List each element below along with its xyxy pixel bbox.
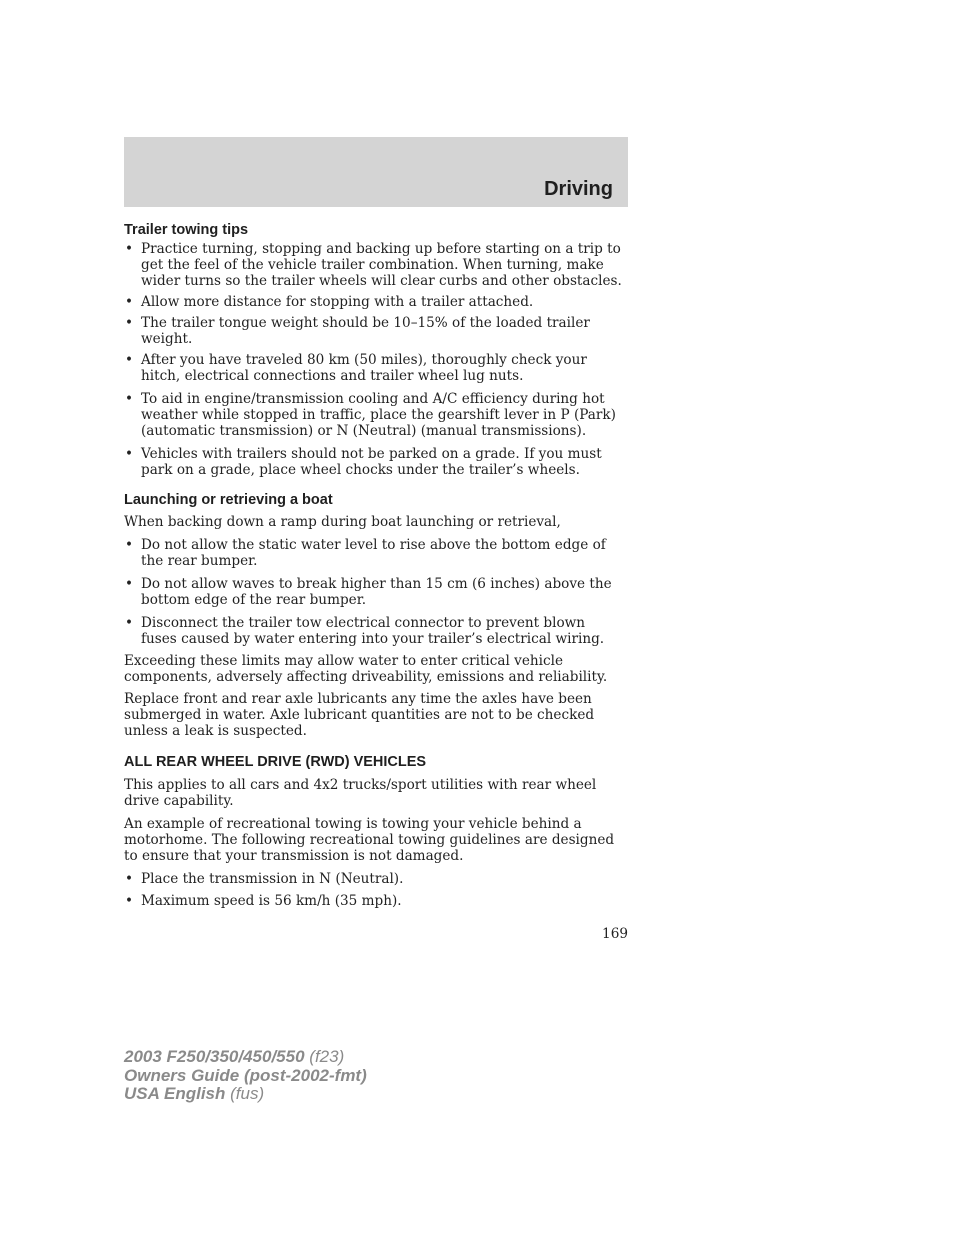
rwd-heading: ALL REAR WHEEL DRIVE (RWD) VEHICLES xyxy=(124,754,427,770)
footer-guide: Owners Guide (post-2002-fmt) xyxy=(124,1065,367,1085)
list-item: • Maximum speed is 56 km/h (35 mph). xyxy=(124,893,624,909)
footer-line-model xyxy=(124,1048,367,1067)
document-footer xyxy=(124,1048,367,1104)
footer-language: USA English xyxy=(124,1084,226,1103)
rwd-applies-paragraph: This applies to all cars and 4x2 trucks/sport utilities with rear wheel drive capability. xyxy=(124,777,597,809)
list-item: • Place the transmission in N (Neutral). xyxy=(124,871,624,887)
boat-heading: Launching or retrieving a boat xyxy=(124,492,333,508)
list-item: • Allow more distance for stopping with a trailer attached. xyxy=(124,294,624,310)
boat-limits-paragraph: Exceeding these limits may allow water to enter critical vehicle components, adversely affecting driveability, emissions and reliability. xyxy=(124,653,608,685)
boat-intro: When backing down a ramp during boat launching or retrieval, xyxy=(124,514,561,530)
list-item: • After you have traveled 80 km (50 miles), thoroughly check your hitch, electrical connections and trailer wheel lug nuts. xyxy=(124,352,624,384)
footer-line-language xyxy=(124,1085,367,1104)
rwd-example-paragraph: An example of recreational towing is towing your vehicle behind a motorhome. The following recreational towing guidelines are designed to ensure that your transmission is not damaged. xyxy=(124,816,615,864)
list-item: • The trailer tongue weight should be 10–15% of the loaded trailer weight. xyxy=(124,315,624,347)
footer-language-code: (fus) xyxy=(230,1084,265,1103)
boat-axle-paragraph: Replace front and rear axle lubricants any time the axles have been submerged in water. Axle lubricant quantities are not to be checked unless a leak is suspected. xyxy=(124,691,595,739)
trailer-tips-list xyxy=(124,241,624,478)
section-header-band xyxy=(124,137,628,207)
page-number: 169 xyxy=(602,926,628,942)
list-item: • Do not allow waves to break higher than 15 cm (6 inches) above the bottom edge of the rear bumper. xyxy=(124,576,624,608)
section-title: Driving xyxy=(544,178,613,200)
trailer-tips-heading: Trailer towing tips xyxy=(124,222,249,238)
list-item: • Practice turning, stopping and backing up before starting on a trip to get the feel of the vehicle trailer combination. When turning, make wider turns so the trailer wheels will clear curbs and other obstacles. xyxy=(124,241,624,289)
list-item: • Disconnect the trailer tow electrical connector to prevent blown fuses caused by water entering into your trailer’s electrical wiring. xyxy=(124,615,624,647)
rwd-list xyxy=(124,871,624,909)
list-item: • To aid in engine/transmission cooling and A/C efficiency during hot weather while stopped in traffic, place the gearshift lever in P (Park) (automatic transmission) or N (Neutral) (manual transmissions). xyxy=(124,391,624,439)
footer-model: 2003 F250/350/450/550 xyxy=(124,1047,305,1066)
footer-model-code: (f23) xyxy=(309,1047,345,1066)
list-item: • Do not allow the static water level to rise above the bottom edge of the rear bumper. xyxy=(124,537,624,569)
footer-line-guide xyxy=(124,1067,367,1086)
page-content xyxy=(124,221,624,909)
boat-list xyxy=(124,537,624,647)
list-item: • Vehicles with trailers should not be parked on a grade. If you must park on a grade, place wheel chocks under the trailer’s wheels. xyxy=(124,446,624,478)
